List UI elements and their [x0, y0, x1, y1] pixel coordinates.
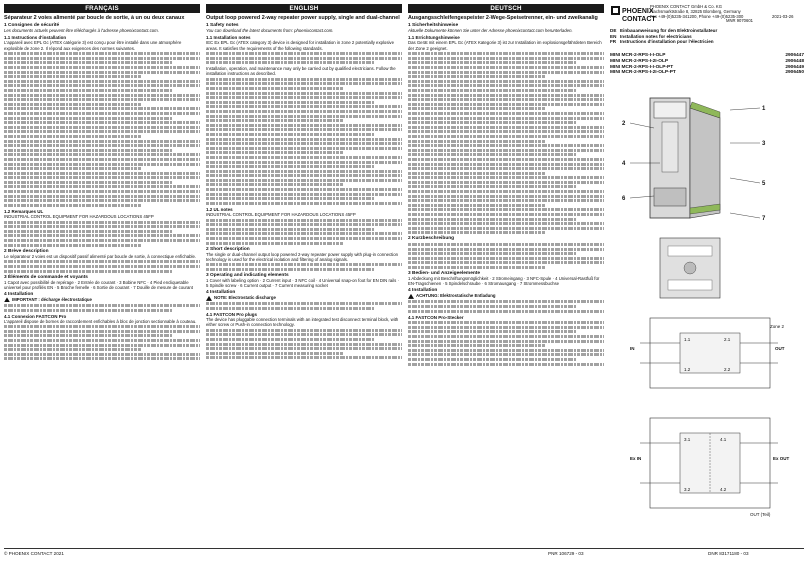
callout-label: 3 [762, 141, 766, 147]
lang-header-fr: FRANÇAIS [4, 4, 200, 13]
warning-fr: IMPORTANT : décharge électrostatique [4, 297, 200, 302]
body-en-elements: 1 Cover with labeling option · 2 Current input · 3 NFC coil · 4 Universal snap-on foot for EN DIN rails · 5 Spindle screw · 6 Current output · 7 Current measuring socket [206, 278, 399, 289]
body-fr-elements: 1 Capot avec possibilité de repérage · 2 Entrée de courant · 3 Bobine NFC · 4 Pied encliquetable universel pour profilés EN · 5 Broche femelle · 6 Sortie de courant · 7 Douille de mesure de courant [4, 279, 193, 290]
footer-dnr: DNR 83171180 - 03 [708, 551, 749, 556]
warning-icon [408, 294, 414, 299]
heading-fr-ul: 1.2 Remarques UL [4, 208, 44, 214]
device-figure [610, 88, 806, 542]
callout-label: 2 [622, 121, 626, 127]
terminal-number: 1.1 [684, 337, 691, 342]
note-fr-download: Les documents actuels peuvent être téléchargés à l'adresse phoenixcontact.com. [4, 28, 159, 34]
heading-en-description: 2 Short description [206, 246, 250, 252]
heading-en-fastcon: 4.1 FASTCON Pro plugs [206, 312, 258, 317]
heading-de-description: 2 Kurzbeschreibung [408, 236, 455, 242]
heading-fr-safety: 1 Consignes de sécurité [4, 23, 60, 29]
body-de-elements: 1 Abdeckung mit Beschriftungsmöglichkeit · 2 Stromeingang · 3 NFC-Spule · 4 Universal-Rastfuß für EN-Tragschienen · 5 Spindelschraube · 6 Stromausgang · 7 Strommessbuchse [408, 276, 600, 287]
company-info [650, 4, 770, 19]
body-fr-ul: INDUSTRIAL CONTROL EQUIPMENT FOR HAZARDOUS LOCATIONS 45FP [4, 213, 154, 219]
body-en-fastcon: The device has pluggable connection terminals with an integrated test disconnect terminal block, with either screw or Push-in connection technology. [206, 317, 399, 328]
in-label: IN [630, 346, 635, 351]
terminal-number: 1.2 [684, 367, 691, 372]
footer-divider [4, 548, 804, 549]
heading-fr-elements: 3 Éléments de commande et voyants [4, 274, 88, 280]
heading-en-safety: 1 Safety notes [206, 23, 239, 29]
callout-label: 4 [622, 161, 626, 167]
wiring-diagram-2 [630, 418, 790, 517]
heading-en-elements: 3 Operating and indicating elements [206, 273, 289, 279]
in-label: Ex IN [630, 456, 642, 461]
footer-pnr: PNR 106729 - 03 [548, 551, 584, 556]
column-en [206, 15, 402, 542]
product-row: MINI MCR-2-RPS-I-I-OLP-PT 2906449 [610, 64, 804, 70]
heading-en-ul: 1.2 UL notes [206, 206, 233, 212]
company-address: Flachsmarktstraße 8, 32825 Blomberg, Germany [650, 9, 741, 14]
callout-label: 5 [762, 181, 766, 187]
column-fr [4, 15, 200, 542]
heading-de-safety: 1 Sicherheitshinweise [408, 23, 459, 29]
heading-fr-fastcon: 4.1 Connexion FASTCON Pro [4, 313, 67, 319]
heading-de-install: 1.1 Errichtungshinweise [408, 35, 460, 41]
lang-header-en: ENGLISH [206, 4, 402, 13]
warning-de: ACHTUNG: Elektrostatische Entladung [408, 293, 604, 298]
out-label: OUT [775, 346, 785, 351]
svg-text:PHOENIX: PHOENIX [622, 8, 654, 15]
heading-en-install: 1.1 Installation notes [206, 35, 251, 41]
language-row-en: EN Installation notes for electricians [610, 33, 692, 39]
wiring-diagram-1 [630, 318, 785, 388]
body-en-install-2: Installation, operation, and maintenance may only be carried out by qualified electricians. Follow the installation instructions as described. [206, 66, 396, 77]
heading-fr-installation: 4 Installation [4, 291, 34, 297]
body-en-description: The single or dual-channel output loop powered 2-way repeater power supply with plug-in connection technology is used for the electrical isolation and filtering of analog signals. [206, 251, 399, 262]
note-en-download: You can download the latest documents from: phoenixcontact.com. [206, 28, 334, 34]
zone-label: Zone 2 [770, 324, 785, 329]
terminal-number: 4.2 [720, 487, 727, 492]
body-en-install: IEC Ex EPL Gc (ATEX category 3) device is designed for installation in zone 2 potentially explosive areas. It satisfies the requirements of the following standards. [206, 40, 394, 51]
out-label-ex: Ex OUT [773, 456, 790, 461]
heading-de-fastcon: 4.1 FASTCON Pro-Stecker [408, 314, 464, 320]
body-fr-description: Le séparateur 2 voies est un dispositif passif alimenté par boucle de sortie, à connectique enfichable. [4, 253, 197, 259]
doc-date: 2021-03-26 [772, 14, 794, 19]
callout-label: 7 [762, 216, 766, 222]
warning-en: NOTE: Electrostatic discharge [206, 295, 402, 300]
footer-copyright: © PHOENIX CONTACT 2021 [4, 551, 64, 556]
title-de: Ausgangsschleifengespeister 2-Wege-Speisetrenner, ein- und zweikanalig [408, 15, 598, 21]
language-row-fr: FR Instructions d'installation pour l'électricien [610, 39, 714, 45]
body-fr-fastcon: L'appareil dispose de bornes de raccordement enfichables à bloc de jonction sectionnable à couteau. [4, 318, 197, 324]
body-en-ul: INDUSTRIAL CONTROL EQUIPMENT FOR HAZARDOUS LOCATIONS 45FP [206, 211, 356, 217]
callout-label: 6 [622, 196, 626, 202]
out-label-sub: OUT (Teil) [750, 512, 771, 517]
terminal-number: 4.1 [720, 437, 727, 442]
product-row: MINI MCR-2-RPS-I-2I-OLP 2906448 [610, 58, 804, 64]
company-name: PHOENIX CONTACT GmbH & Co. KG [650, 4, 722, 9]
title-en: Output loop powered 2-way repeater power supply, single and dual-channel [206, 15, 400, 21]
svg-text:CONTACT: CONTACT [622, 16, 656, 23]
doc-number: MNR 9070601 [726, 18, 754, 23]
language-list [610, 28, 804, 45]
device-drawing-side [660, 238, 720, 298]
terminal-number: 3.1 [684, 437, 691, 442]
device-drawing [650, 98, 720, 218]
product-row: MINI MCR-2-RPS-I-2I-OLP-PT 2906450 [610, 70, 804, 76]
terminal-number: 2.2 [724, 367, 731, 372]
title-fr: Séparateur 2 voies alimenté par boucle de sortie, à un ou deux canaux [4, 15, 185, 21]
heading-de-elements: 3 Bedien- und Anzeigeelemente [408, 271, 481, 277]
terminal-number: 2.1 [724, 337, 731, 342]
product-row: MINI MCR-2-RPS-I-I-OLP 2906447 [610, 53, 804, 58]
heading-fr-description: 2 Brève description [4, 248, 49, 254]
body-de-install: Das Gerät mit einem EPL Gc (ATEX Kategorie 3) ist zur Installation im explosionsgefährdeten Bereich der Zone 2 geeignet. [408, 40, 602, 51]
product-list [610, 53, 804, 76]
warning-icon [4, 297, 10, 302]
warning-icon [206, 296, 212, 301]
note-de-download: Aktuelle Dokumente können Sie unter der Adresse phoenixcontact.com herunterladen. [408, 28, 573, 34]
phoenix-contact-logo [610, 4, 656, 26]
body-fr-install: L'appareil avec EPL Gc (ATEX catégorie 3) est conçu pour être installé dans une atmosphère explosible de zone 2. Il répond aux exigences des normes suivantes. [4, 40, 182, 51]
company-fax: Fax +49-(0)5235-341200, Phone +49-(0)5235-300 [650, 14, 744, 19]
terminal-number: 3.2 [684, 487, 691, 492]
heading-en-installation: 4 Installation [206, 290, 236, 296]
lang-header-de: DEUTSCH [408, 4, 604, 13]
callout-label: 1 [762, 106, 766, 112]
language-row-de: DE Einbauanweisung für den Elektroinstallateur [610, 28, 718, 33]
heading-de-installation: 4 Installation [408, 288, 438, 294]
column-de [408, 15, 604, 542]
heading-fr-install: 1.1 Instructions d'installation [4, 35, 67, 41]
